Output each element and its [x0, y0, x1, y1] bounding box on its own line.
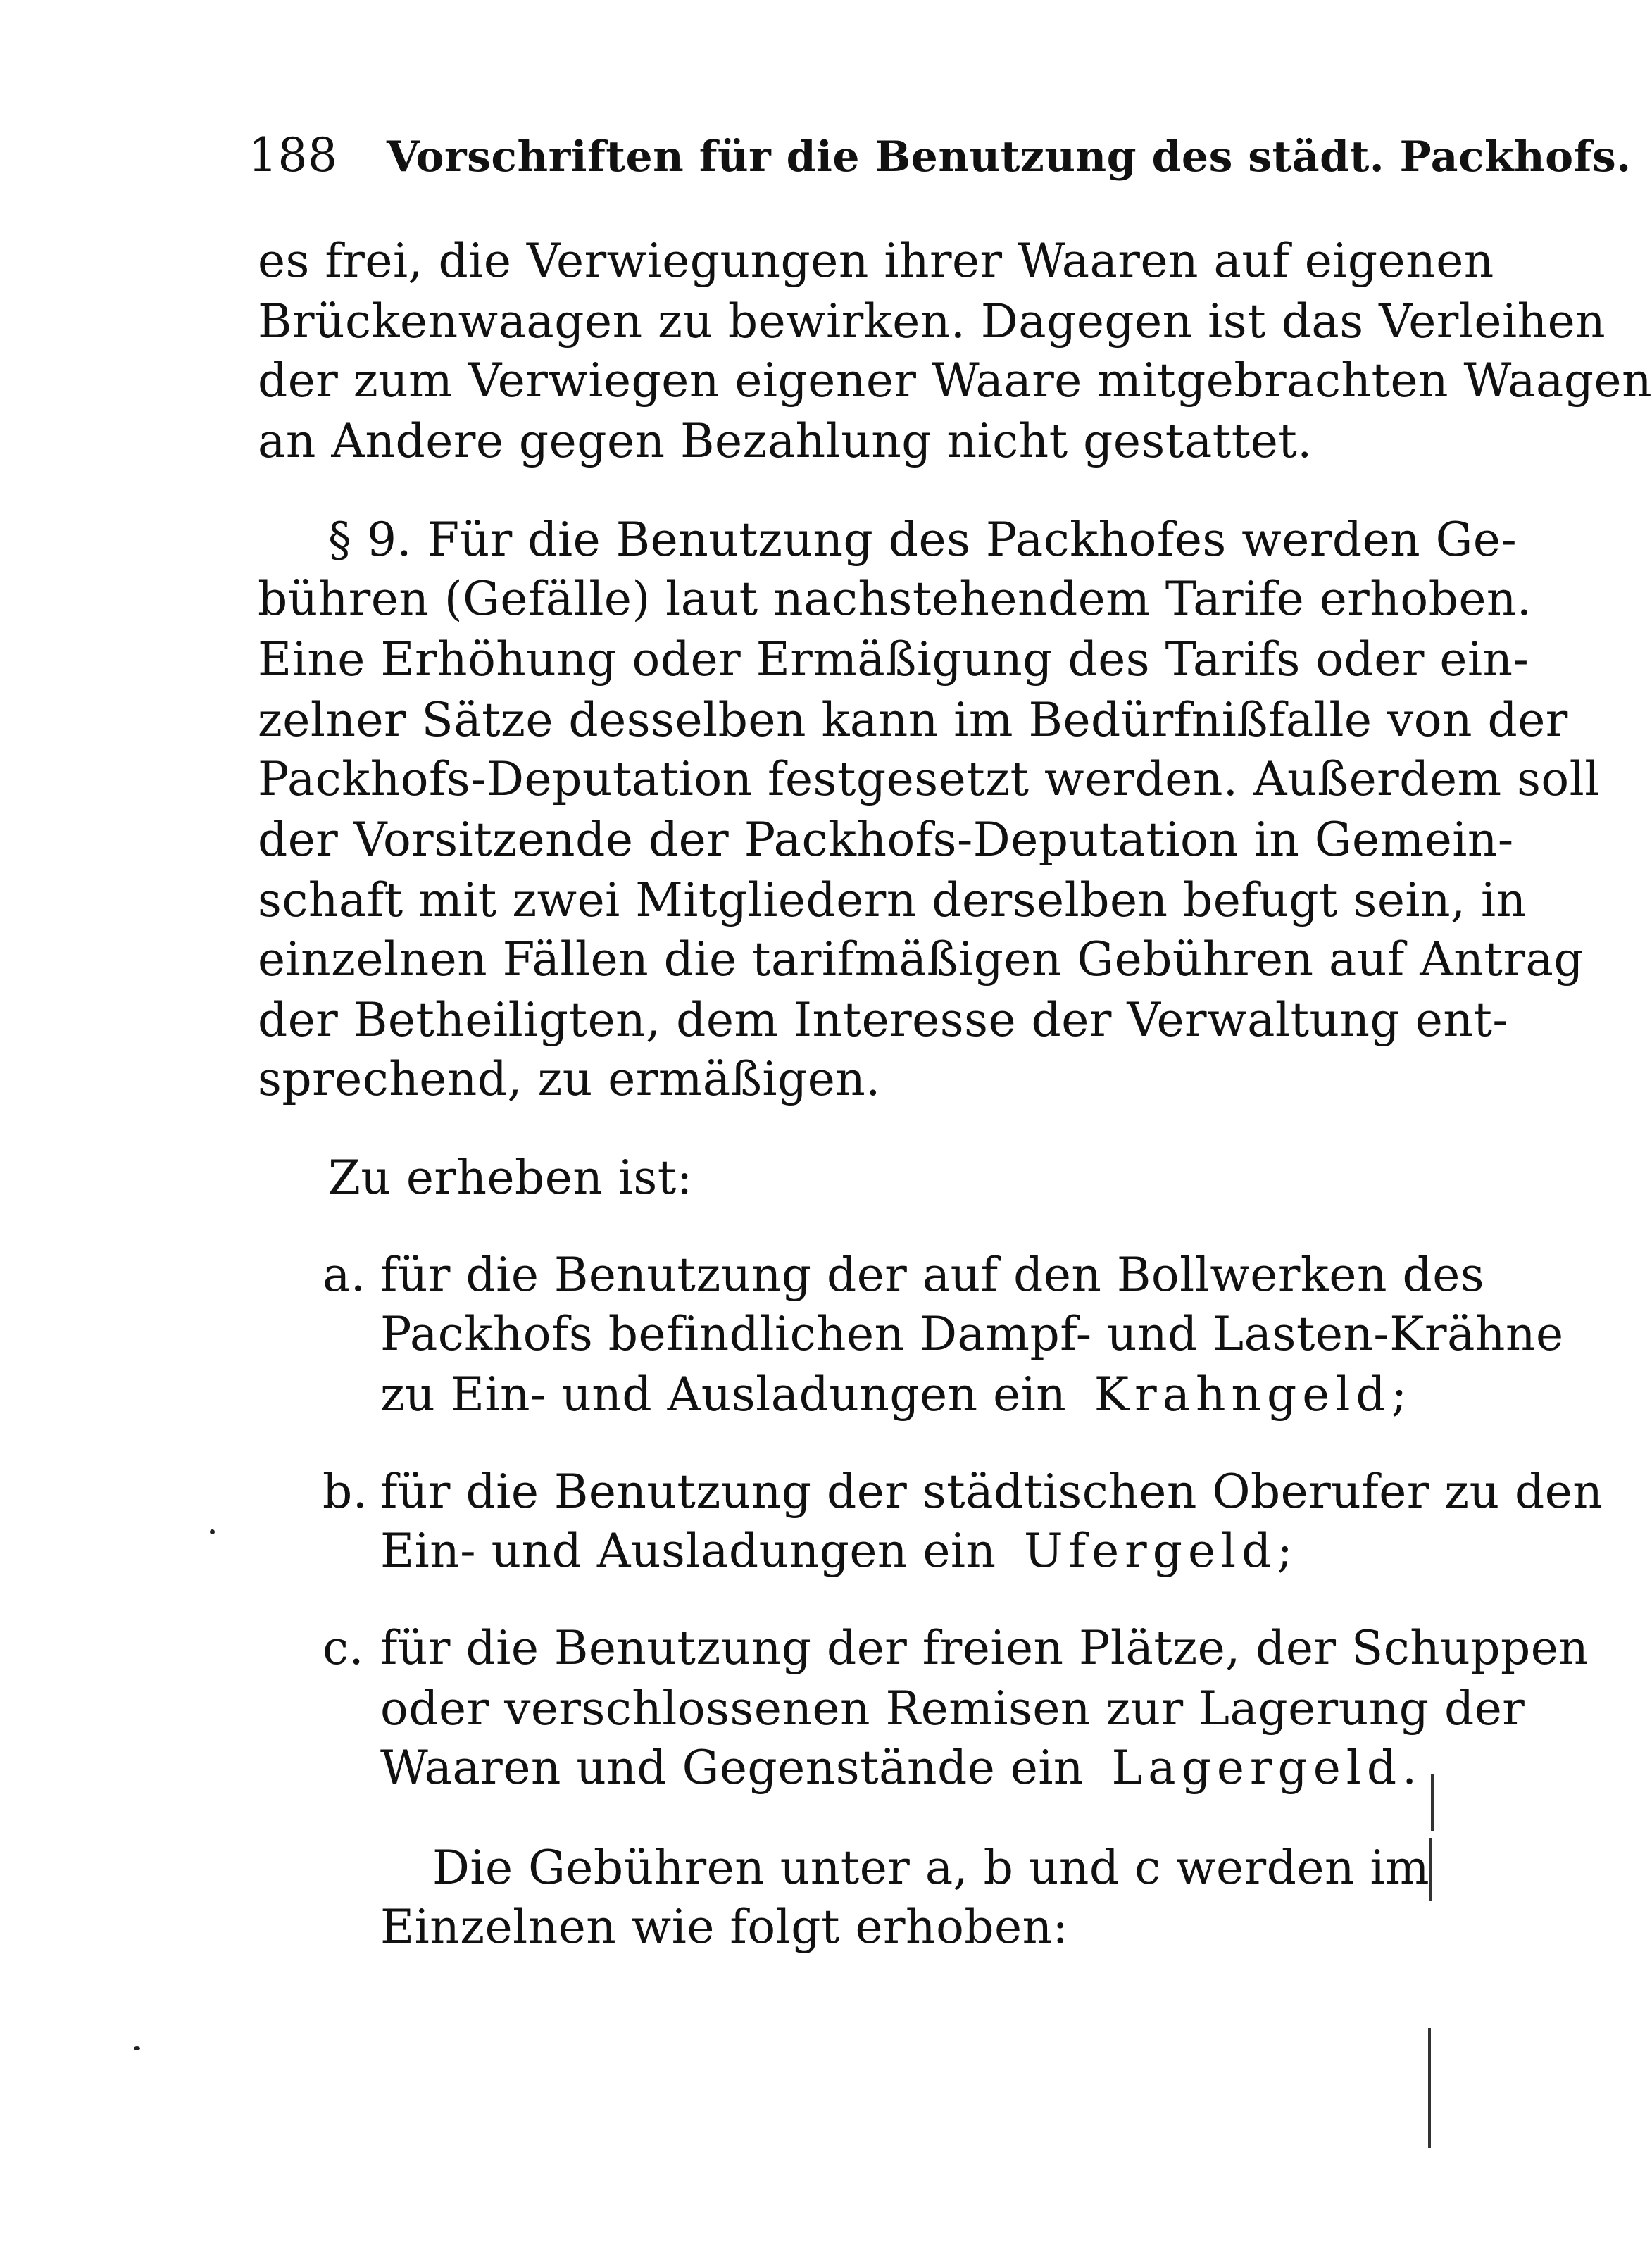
list-intro: Zu erheben ist: [328, 1151, 693, 1205]
list-item-c-line: für die Benutzung der freien Plätze, der Schuppen [380, 1621, 1589, 1675]
list-item-c-punct: . [1402, 1741, 1418, 1795]
text-line: Eine Erhöhung oder Ermäßigung des Tarifs oder ein- [258, 632, 1529, 687]
running-head: Vorschriften für die Benutzung des städt. Packhofs. [386, 132, 1632, 182]
list-item-a-line: Packhofs befindlichen Dampf- und Lasten-Krähne [380, 1307, 1564, 1361]
list-item-a-text: zu Ein- und Ausladungen ein [380, 1367, 1067, 1422]
list-item-b-line: für die Benutzung der städtischen Oberufer zu den [380, 1465, 1603, 1519]
list-item-a-punct: ; [1391, 1367, 1408, 1422]
term-lagergeld: Lagergeld [1111, 1741, 1403, 1795]
text-line: schaft mit zwei Mitgliedern derselben befugt sein, in [258, 873, 1527, 927]
text-line: Brückenwaagen zu bewirken. Dagegen ist das Verleihen [258, 294, 1606, 349]
text-line: Packhofs-Deputation festgesetzt werden. Außerdem soll [258, 752, 1600, 806]
list-item-c-text: Waaren und Gegenstände ein [380, 1741, 1084, 1795]
list-item-b-line [380, 1524, 1294, 1578]
list-item-c-line [380, 1741, 1418, 1795]
text-line: es frei, die Verwiegungen ihrer Waaren auf eigenen [258, 234, 1494, 288]
list-item-b-text: Ein- und Ausladungen ein [380, 1524, 996, 1578]
list-item-a-line [380, 1367, 1408, 1422]
section-heading-line: § 9. Für die Benutzung des Packhofes werden Ge- [328, 513, 1518, 567]
page-header [248, 128, 1632, 182]
text-line: der Vorsitzende der Packhofs-Deputation in Gemein- [258, 813, 1514, 867]
text-line: Einzelnen wie folgt erhoben: [380, 1900, 1069, 1954]
page-edge-line [1429, 1838, 1432, 1901]
page-edge-line [1428, 2028, 1431, 2148]
list-item-c-line: oder verschlossenen Remisen zur Lagerung der [380, 1682, 1525, 1736]
text-line: einzelnen Fällen die tarifmäßigen Gebühren auf Antrag [258, 932, 1584, 987]
text-line: bühren (Gefälle) laut nachstehendem Tarife erhoben. [258, 572, 1532, 626]
list-marker-b: b. [323, 1465, 368, 1519]
list-item-b-punct: ; [1277, 1524, 1294, 1578]
text-line: der Betheiligten, dem Interesse der Verwaltung ent- [258, 993, 1509, 1047]
page-number: 188 [248, 128, 338, 182]
scan-speck [134, 2046, 140, 2050]
text-line: Die Gebühren unter a, b und c werden im [432, 1841, 1430, 1895]
text-line: sprechend, zu ermäßigen. [258, 1052, 881, 1106]
scan-speck [210, 1529, 215, 1534]
page-edge-line [1431, 1774, 1434, 1831]
text-line: der zum Verwiegen eigener Waare mitgebrachten Waagen [258, 353, 1652, 408]
text-line: zelner Sätze desselben kann im Bedürfnißfalle von der [258, 693, 1568, 747]
list-marker-c: c. [323, 1621, 364, 1675]
term-ufergeld: Ufergeld [1024, 1524, 1277, 1578]
list-marker-a: a. [323, 1248, 366, 1302]
text-line: an Andere gegen Bezahlung nicht gestattet. [258, 414, 1313, 468]
term-krahngeld: Krahngeld [1094, 1367, 1391, 1422]
list-item-a-line: für die Benutzung der auf den Bollwerken des [380, 1248, 1485, 1302]
